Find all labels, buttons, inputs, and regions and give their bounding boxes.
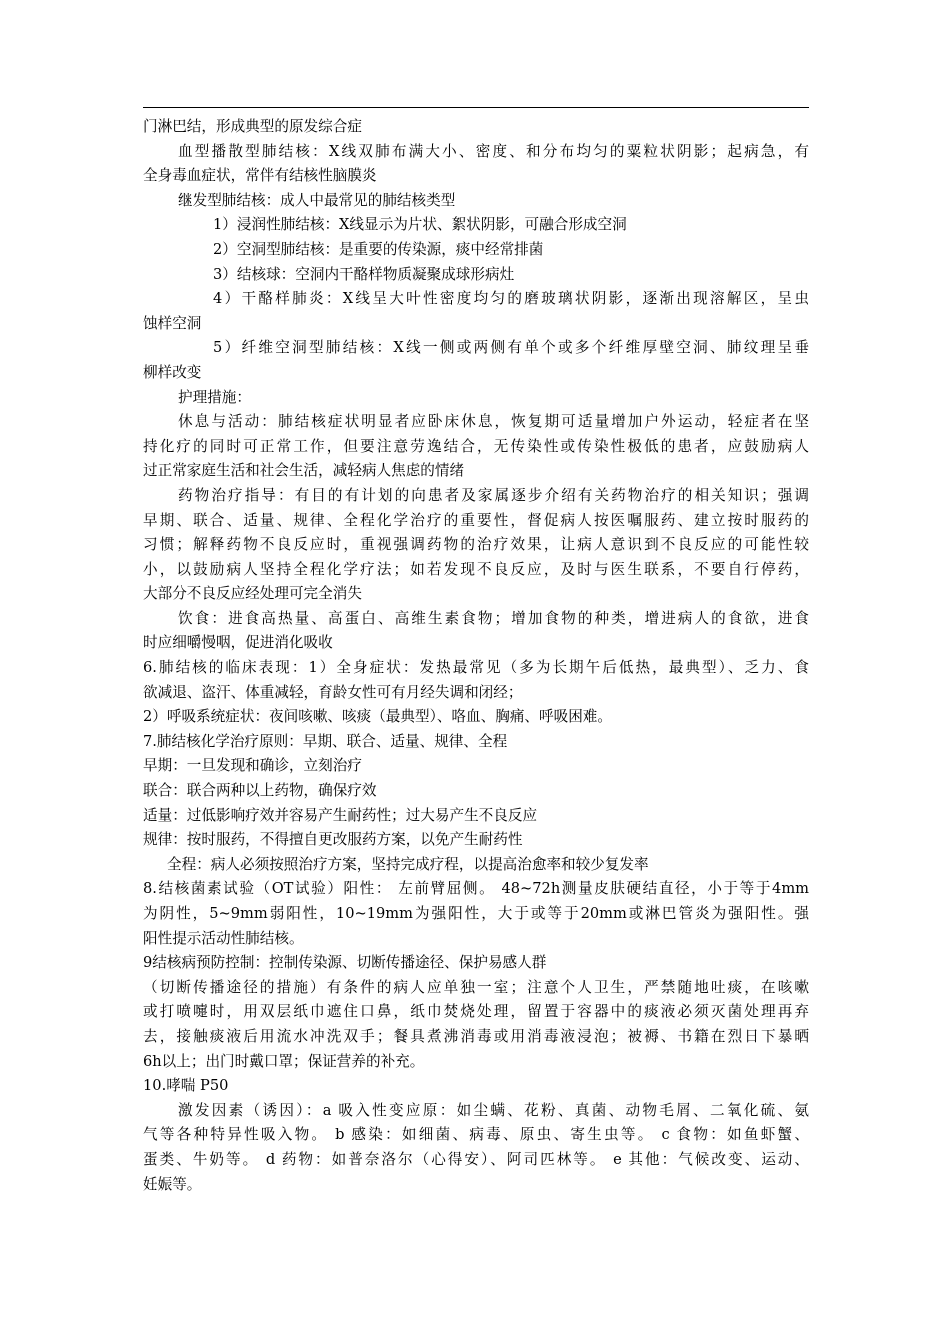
text-line: 10.哮喘 P50 [143,1077,229,1095]
header-rule [143,107,809,108]
text-line: 大部分不良反应经处理可完全消失 [143,585,362,603]
text-line: 休息与活动：肺结核症状明显者应卧床休息，恢复期可适量增加户外运动，轻症者在坚 [178,413,809,431]
text-line: 或打喷嚏时，用双层纸巾遮住口鼻，纸巾焚烧处理，留置于容器中的痰液必须灭菌处理再弃 [143,1003,809,1021]
text-line: 5）纤维空洞型肺结核：X线一侧或两侧有单个或多个纤维厚壁空洞、肺纹理呈垂 [213,339,809,357]
text-line: （切断传播途径的措施）有条件的病人应单独一室；注意个人卫生，严禁随地吐痰，在咳嗽 [143,978,809,996]
text-line: 2）空洞型肺结核：是重要的传染源，痰中经常排菌 [213,240,544,258]
document-page [143,107,809,1197]
text-line: 饮食：进食高热量、高蛋白、高维生素食物；增加食物的种类，增进病人的食欲，进食 [178,609,809,627]
text-line: 妊娠等。 [143,1175,202,1193]
text-line: 激发因素（诱因）：a 吸入性变应原：如尘螨、花粉、真菌、动物毛屑、二氧化硫、氨 [178,1101,809,1119]
text-line: 4）干酪样肺炎：X线呈大叶性密度均匀的磨玻璃状阴影，逐渐出现溶解区，呈虫 [213,290,809,308]
text-line: 习惯；解释药物不良反应时，重视强调药物的治疗效果，让病人意识到不良反应的可能性较 [143,536,809,554]
text-line: 8.结核菌素试验（OT试验）阳性： 左前臂屈侧。 48~72h测量皮肤硬结直径，小于等于4mm [143,880,809,898]
text-line: 气等各种特异性吸入物。 b 感染：如细菌、病毒、原虫、寄生虫等。 c 食物：如鱼虾蟹、 [143,1126,809,1144]
text-line: 阳性提示活动性肺结核。 [143,929,304,947]
text-line: 继发型肺结核：成人中最常见的肺结核类型 [178,191,456,209]
text-line: 持化疗的同时可正常工作，但要注意劳逸结合，无传染性或传染性极低的患者，应鼓励病人 [143,437,809,455]
text-line: 全程：病人必须按照治疗方案，坚持完成疗程，以提高治愈率和较少复发率 [167,855,649,873]
text-line: 欲减退、盗汗、体重减轻，育龄女性可有月经失调和闭经； [143,683,523,701]
text-line: 9结核病预防控制：控制传染源、切断传播途径、保护易感人群 [143,954,547,972]
text-line: 去，接触痰液后用流水冲洗双手；餐具煮沸消毒或用消毒液浸泡；被褥、书籍在烈日下暴晒 [143,1027,809,1045]
text-line: 柳样改变 [143,363,202,381]
text-line: 6.肺结核的临床表现：1）全身症状：发热最常见（多为长期午后低热，最典型）、乏力、食 [143,659,809,677]
text-line: 蚀样空洞 [143,314,202,332]
text-line: 护理措施： [178,388,251,406]
text-line: 血型播散型肺结核：X线双肺布满大小、密度、和分布均匀的粟粒状阴影；起病急，有 [178,142,809,160]
text-line: 3）结核球：空洞内干酪样物质凝聚成球形病灶 [213,265,515,283]
text-line: 为阴性，5~9mm弱阳性，10~19mm为强阳性，大于或等于20mm或淋巴管炎为强阳性。强 [143,905,809,922]
text-line: 药物治疗指导：有目的有计划的向患者及家属逐步介绍有关药物治疗的相关知识；强调 [178,486,809,504]
text-line: 规律：按时服药，不得擅自更改服药方案，以免产生耐药性 [143,831,523,849]
text-line: 联合：联合两种以上药物，确保疗效 [143,782,377,800]
text-line: 小，以鼓励病人坚持全程化学疗法；如若发现不良反应，及时与医生联系，不要自行停药， [143,560,809,578]
text-line: 蛋类、牛奶等。 d 药物：如普奈洛尔（心得安）、阿司匹林等。 e 其他：气候改变、运动、 [143,1150,809,1168]
document-body [143,115,809,1197]
text-line: 6h以上；出门时戴口罩；保证营养的补充。 [143,1052,425,1070]
text-line: 7.肺结核化学治疗原则：早期、联合、适量、规律、全程 [143,732,508,750]
text-line: 适量：过低影响疗效并容易产生耐药性；过大易产生不良反应 [143,806,538,824]
text-line: 全身毒血症状，常伴有结核性脑膜炎 [143,167,377,185]
text-line: 早期、联合、适量、规律、全程化学治疗的重要性，督促病人按医嘱服药、建立按时服药的 [143,511,809,529]
text-line: 时应细嚼慢咽，促进消化吸收 [143,634,333,652]
text-line: 早期：一旦发现和确诊，立刻治疗 [143,757,362,775]
text-line: 1）浸润性肺结核：X线显示为片状、絮状阴影，可融合形成空洞 [213,216,627,234]
text-line: 过正常家庭生活和社会生活，减轻病人焦虑的情绪 [143,462,465,480]
text-line: 2）呼吸系统症状：夜间咳嗽、咳痰（最典型）、咯血、胸痛、呼吸困难。 [143,708,612,726]
text-line: 门淋巴结，形成典型的原发综合症 [143,118,362,135]
